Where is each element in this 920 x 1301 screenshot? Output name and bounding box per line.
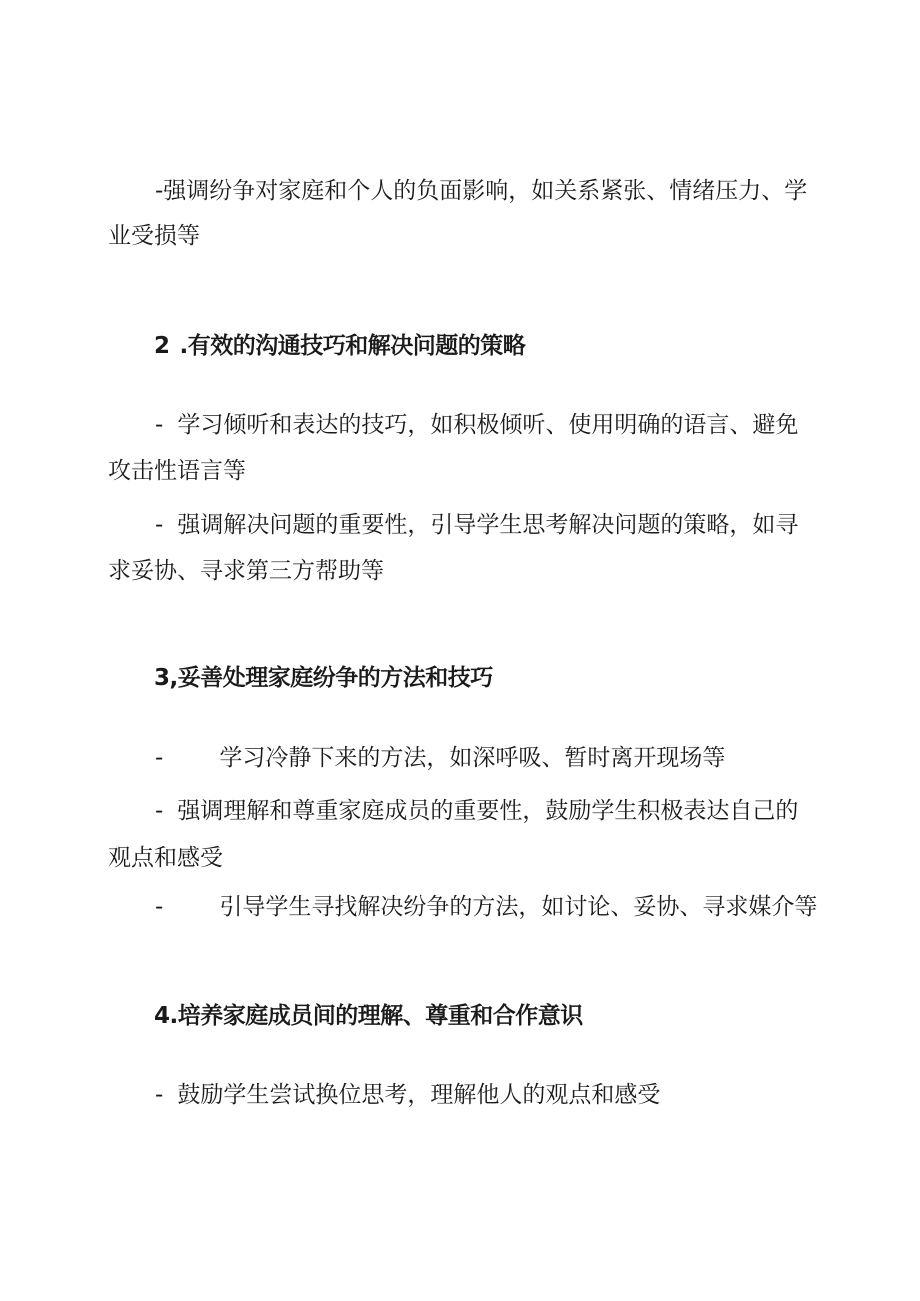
section2-item2-line2: 求妥协、寻求第三方帮助等 <box>108 558 384 584</box>
section3-heading: 3,妥善处理家庭纷争的方法和技巧 <box>154 665 493 691</box>
section3-item2-line1 <box>155 796 798 826</box>
section2-item2-text: 强调解决问题的重要性，引导学生思考解决问题的策略，如寻 <box>177 512 799 538</box>
dash-bullet: - <box>155 512 164 538</box>
section2-item1-line1 <box>155 410 798 440</box>
section3-item1-text: 学习冷静下来的方法，如深呼吸、暂时离开现场等 <box>219 745 726 771</box>
section2-number: 2 <box>154 333 170 359</box>
dash-bullet: - <box>155 798 164 824</box>
para1-line2: 业受损等 <box>108 223 200 249</box>
section2-item1-line2: 攻击性语言等 <box>108 458 246 484</box>
dash-bullet: - <box>155 1082 164 1108</box>
para1-line1: -强调纷争对家庭和个人的负面影响，如关系紧张、情绪压力、学 <box>155 178 808 204</box>
dash-bullet: - <box>155 412 164 438</box>
section2-item1-text: 学习倾听和表达的技巧，如积极倾听、使用明确的语言、避免 <box>177 412 799 438</box>
section4-item1 <box>155 1080 660 1110</box>
section3-item3 <box>155 892 817 922</box>
section4-heading: 4.培养家庭成员间的理解、尊重和合作意识 <box>154 1003 583 1029</box>
section3-item2-line2: 观点和感受 <box>108 845 223 871</box>
section3-item1 <box>155 743 725 773</box>
section4-item1-text: 鼓励学生尝试换位思考，理解他人的观点和感受 <box>177 1082 661 1108</box>
section2-item2-line1 <box>155 510 798 540</box>
section3-item2-text: 强调理解和尊重家庭成员的重要性，鼓励学生积极表达自己的 <box>177 798 799 824</box>
section2-heading <box>154 331 525 361</box>
section2-title: .有效的沟通技巧和解决问题的策略 <box>179 333 526 359</box>
dash-bullet: - <box>155 894 164 920</box>
dash-bullet: - <box>155 745 164 771</box>
section3-item3-text: 引导学生寻找解决纷争的方法，如讨论、妥协、寻求媒介等 <box>219 894 818 920</box>
